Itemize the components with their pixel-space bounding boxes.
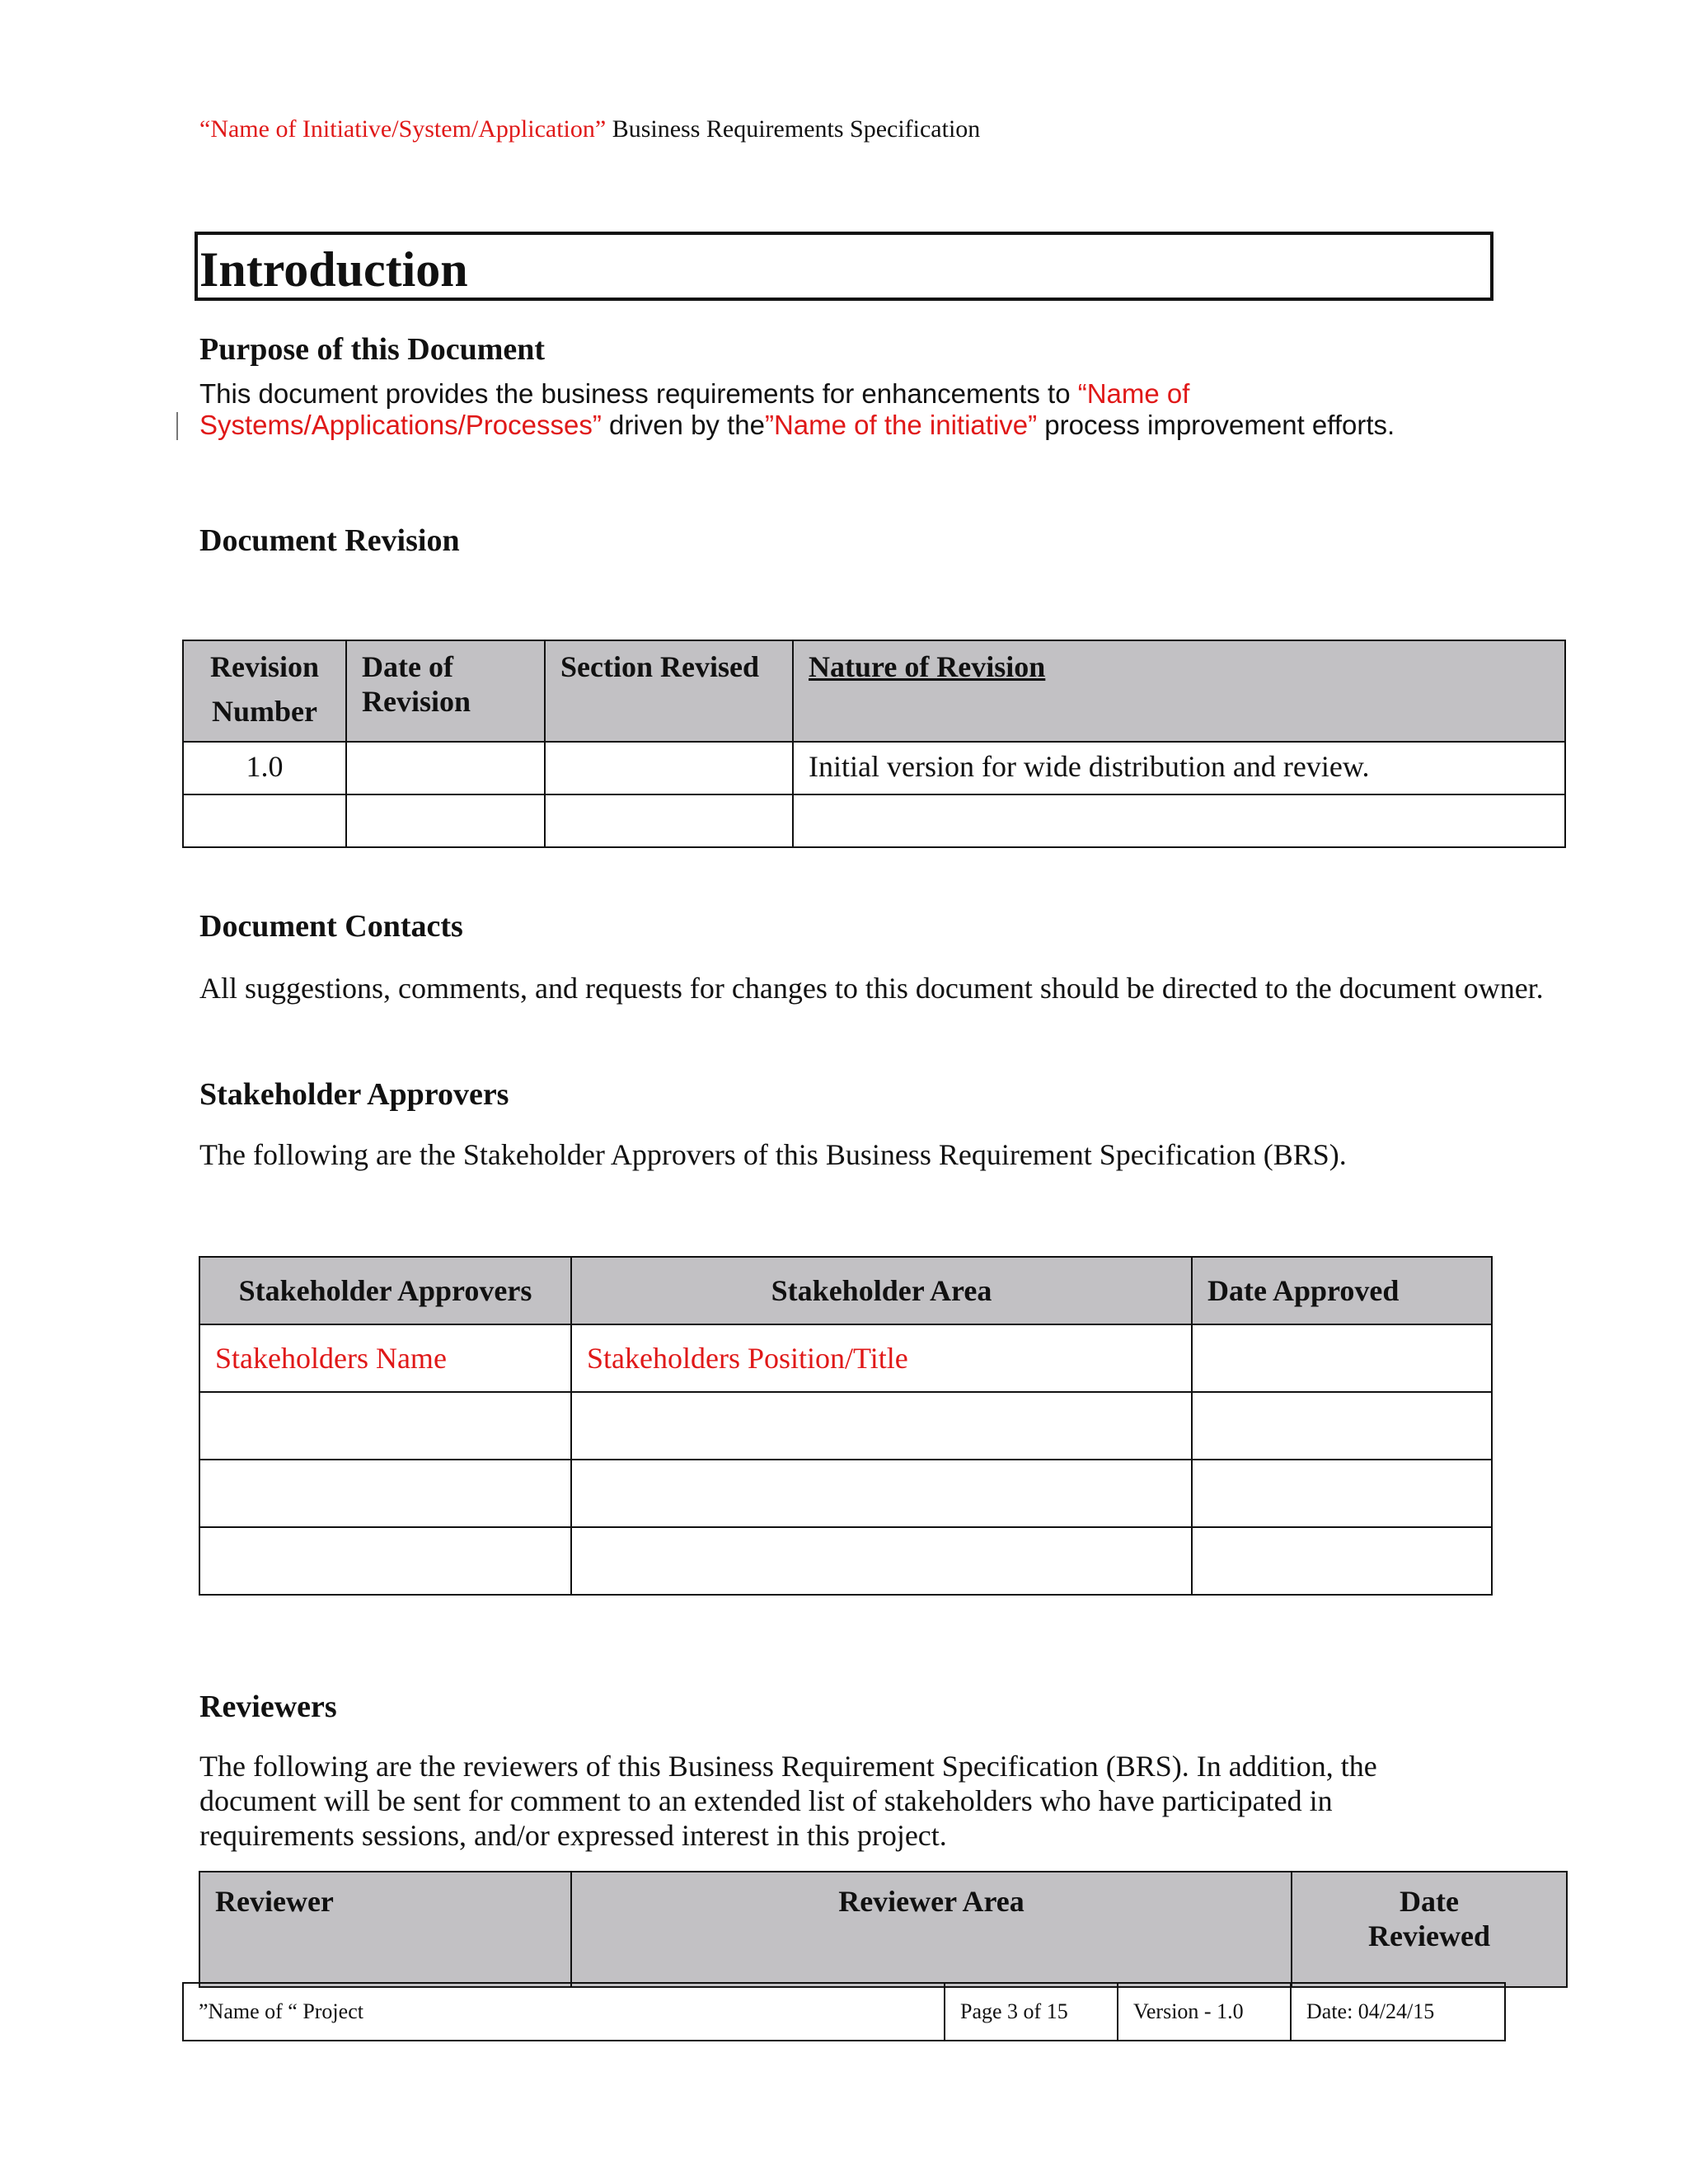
- column-header: Reviewer Area: [571, 1872, 1292, 1987]
- purpose-text-2: driven by the: [601, 410, 765, 440]
- revision-table: [182, 640, 1566, 848]
- stakeholders-table: [199, 1256, 1493, 1596]
- column-header: [346, 640, 545, 742]
- table-cell: [793, 794, 1565, 847]
- purpose-text: [199, 378, 1551, 441]
- table-cell: [346, 742, 545, 794]
- column-header-text: Date: [1400, 1885, 1459, 1918]
- table-cell: [199, 1460, 571, 1527]
- table-cell: [183, 794, 346, 847]
- table-cell: 1.0: [183, 742, 346, 794]
- stakeholders-text: The following are the Stakeholder Approvers of this Business Requirement Specification (BRS).: [199, 1138, 1347, 1171]
- column-header-text: Nature of Revision: [809, 650, 1046, 683]
- page-header: [199, 115, 980, 143]
- table-row: [199, 1324, 1492, 1392]
- footer-page-number: Page 3 of 15: [945, 1983, 1118, 2041]
- table-row: [183, 742, 1565, 794]
- column-header-text: Revision: [362, 685, 471, 718]
- footer-project: ”Name of “ Project: [183, 1983, 945, 2041]
- column-header-text: Revision: [209, 650, 319, 683]
- table-cell: [571, 1392, 1192, 1460]
- table-cell: [545, 742, 793, 794]
- column-header: Stakeholder Approvers: [199, 1257, 571, 1324]
- purpose-heading: Purpose of this Document: [199, 332, 546, 367]
- table-cell: Stakeholders Name: [199, 1324, 571, 1392]
- reviewers-text: The following are the reviewers of this Business Requirement Specification (BRS). In addition, the document will be sent for comment to an extended list of stakeholders who have participated in requirements sessions, and/or expressed interest in this project.: [199, 1750, 1377, 1852]
- column-header-text: Number: [212, 695, 317, 728]
- column-header: [1292, 1872, 1567, 1987]
- table-row: [183, 794, 1565, 847]
- table-cell: [346, 794, 545, 847]
- purpose-text-3: process improvement efforts.: [1037, 410, 1395, 440]
- header-title: Business Requirements Specification: [606, 115, 981, 143]
- column-header: Date Approved: [1192, 1257, 1492, 1324]
- column-header: [793, 640, 1565, 742]
- purpose-red-1: “Name of: [1077, 378, 1190, 409]
- purpose-text-1: This document provides the business requirements for enhancements to: [199, 378, 1078, 409]
- table-cell: [199, 1392, 571, 1460]
- revision-heading: Document Revision: [199, 523, 460, 558]
- stakeholders-heading: Stakeholder Approvers: [199, 1077, 509, 1112]
- section-title-introduction: Introduction: [199, 242, 468, 297]
- footer-row: [183, 1983, 1505, 2041]
- table-cell: [1192, 1527, 1492, 1595]
- table-cell: [571, 1527, 1192, 1595]
- reviewers-heading: Reviewers: [199, 1690, 337, 1724]
- contacts-text: All suggestions, comments, and requests for changes to this document should be directed to the document owner.: [199, 972, 1544, 1005]
- footer-date: Date: 04/24/15: [1291, 1983, 1505, 2041]
- table-cell: [1192, 1324, 1492, 1392]
- contacts-heading: Document Contacts: [199, 909, 463, 944]
- reviewers-table: [199, 1871, 1568, 1988]
- table-cell: Stakeholders Position/Title: [571, 1324, 1192, 1392]
- column-header: [183, 640, 346, 742]
- table-header-row: [199, 1872, 1567, 1987]
- table-row: [199, 1392, 1492, 1460]
- purpose-red-2: Systems/Applications/Processes”: [199, 410, 602, 440]
- column-header: Stakeholder Area: [571, 1257, 1192, 1324]
- column-header-text: Reviewed: [1368, 1919, 1490, 1952]
- table-cell: [545, 794, 793, 847]
- introduction-box: [195, 232, 1493, 301]
- purpose-red-3: ”Name of the initiative”: [764, 410, 1038, 440]
- header-initiative-name: “Name of Initiative/System/Application”: [199, 115, 607, 143]
- table-header-row: [199, 1257, 1492, 1324]
- column-header: [545, 640, 793, 742]
- table-cell: [571, 1460, 1192, 1527]
- page-footer: [182, 1982, 1506, 2041]
- table-cell: [199, 1527, 571, 1595]
- table-header-row: [183, 640, 1565, 742]
- table-cell: [1192, 1460, 1492, 1527]
- footer-version: Version - 1.0: [1118, 1983, 1291, 2041]
- table-cell: [1192, 1392, 1492, 1460]
- table-row: [199, 1460, 1492, 1527]
- column-header: Reviewer: [199, 1872, 571, 1987]
- table-row: [199, 1527, 1492, 1595]
- column-header-text: Date of: [362, 650, 453, 683]
- column-header-text: Section Revised: [560, 650, 759, 683]
- table-cell: Initial version for wide distribution and review.: [793, 742, 1565, 794]
- change-bar: [176, 412, 178, 440]
